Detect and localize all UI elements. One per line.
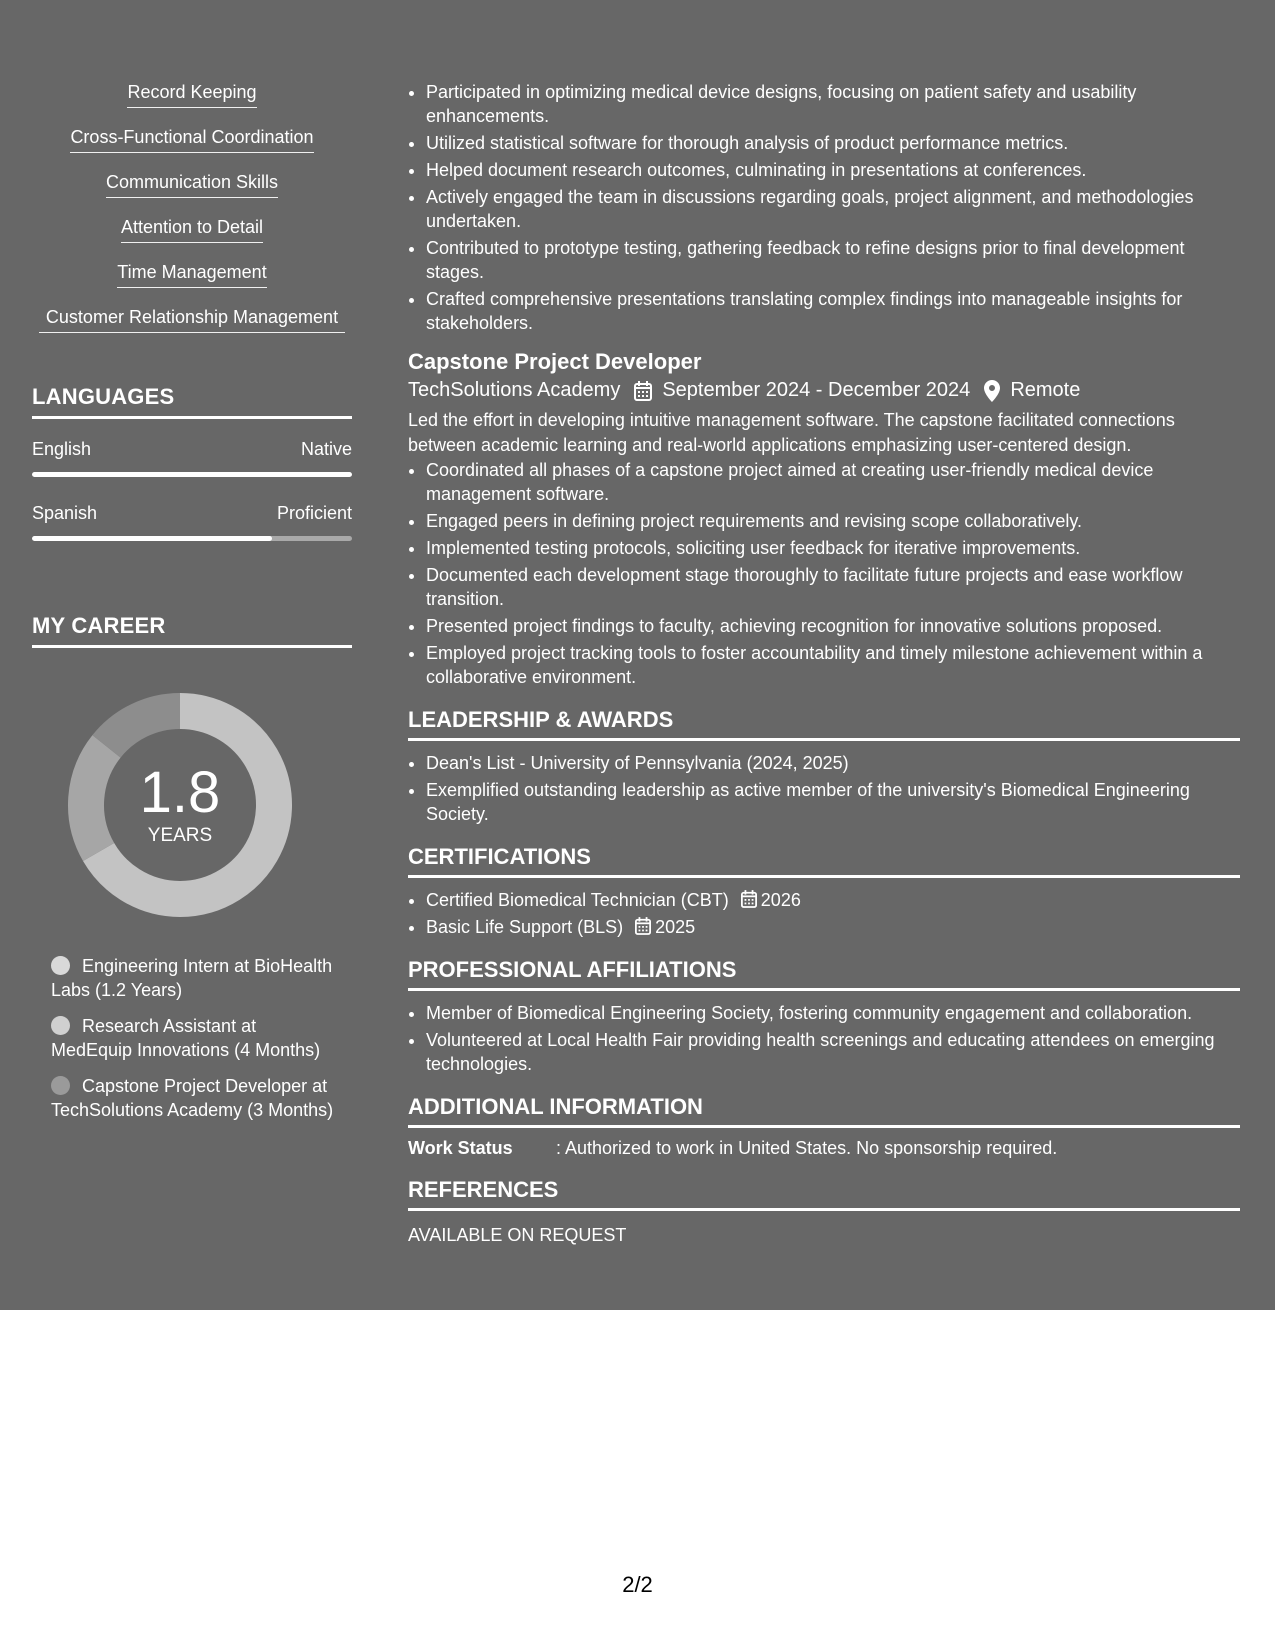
job-meta	[408, 379, 1240, 402]
work-status-label: Work Status	[408, 1138, 513, 1158]
work-status-value: : Authorized to work in United States. No sponsorship required.	[556, 1138, 1058, 1158]
career-title: MY CAREER	[32, 613, 352, 648]
calendar-icon	[741, 890, 757, 908]
skill-item: Attention to Detail	[121, 215, 263, 243]
bullet-item: • Dean's List - University of Pennsylvania (2024, 2025)	[426, 751, 1240, 775]
left-column	[32, 80, 352, 1134]
bullet-item: • Contributed to prototype testing, gathering feedback to refine designs prior to final development stages.	[426, 236, 1240, 284]
certifications-list	[408, 888, 1240, 939]
calendar-icon	[634, 381, 652, 401]
bullet-item: • Exemplified outstanding leadership as active member of the university's Biomedical Engineering Society.	[426, 778, 1240, 826]
job-location: Remote	[1010, 379, 1081, 401]
references-value: AVAILABLE ON REQUEST	[408, 1225, 627, 1245]
skill-item: Time Management	[117, 260, 266, 288]
career-legend-item: Capstone Project Developer at TechSolutions Academy (3 Months)	[51, 1076, 334, 1120]
language-bar-fill	[32, 536, 272, 541]
certification-item	[426, 888, 1240, 912]
affiliations-list	[408, 1001, 1240, 1076]
language-bar	[32, 472, 352, 477]
bullet-item: • Crafted comprehensive presentations translating complex findings into manageable insights for stakeholders.	[426, 287, 1240, 335]
location-pin-icon	[984, 380, 1000, 402]
career-legend	[51, 954, 341, 1122]
additional-title: ADDITIONAL INFORMATION	[408, 1094, 1240, 1128]
work-status-row	[408, 1138, 1240, 1159]
languages-title: LANGUAGES	[32, 384, 352, 419]
affiliations-title: PROFESSIONAL AFFILIATIONS	[408, 957, 1240, 991]
skills-list	[32, 80, 352, 350]
certification-item	[426, 915, 1240, 939]
legend-dot-icon	[51, 1016, 70, 1035]
leadership-title: LEADERSHIP & AWARDS	[408, 707, 1240, 741]
bullet-item: • Engaged peers in defining project requirements and revising scope collaboratively.	[426, 509, 1240, 533]
career-legend-item: Engineering Intern at BioHealth Labs (1.2 Years)	[51, 956, 333, 1000]
job-company: TechSolutions Academy	[408, 379, 621, 401]
legend-dot-icon	[51, 1076, 70, 1095]
language-level: Proficient	[276, 503, 352, 523]
certification-name: Certified Biomedical Technician (CBT)	[426, 890, 729, 910]
skill-item: Communication Skills	[106, 170, 278, 198]
leadership-list	[408, 751, 1240, 826]
page-number: 2/2	[622, 1572, 653, 1597]
bullet-item: • Actively engaged the team in discussions regarding goals, project alignment, and methodologies undertaken.	[426, 185, 1240, 233]
certifications-title: CERTIFICATIONS	[408, 844, 1240, 878]
skill-item: Customer Relationship Management	[39, 305, 345, 333]
bullet-item: • Presented project findings to faculty, achieving recognition for innovative solutions proposed.	[426, 614, 1240, 638]
job-title: Capstone Project Developer	[408, 349, 702, 374]
certification-year: 2025	[655, 917, 696, 937]
bullet-item: • Helped document research outcomes, culminating in presentations at conferences.	[426, 158, 1240, 182]
bullet-item: • Utilized statistical software for thorough analysis of product performance metrics.	[426, 131, 1240, 155]
bullet-item: • Coordinated all phases of a capstone project aimed at creating user-friendly medical device management software.	[426, 458, 1240, 506]
right-column	[408, 80, 1240, 1246]
calendar-icon	[635, 917, 651, 935]
certification-year: 2026	[760, 890, 801, 910]
skill-item: Cross-Functional Coordination	[70, 125, 313, 153]
language-spanish	[32, 503, 352, 541]
bullet-item: • Participated in optimizing medical device designs, focusing on patient safety and usability enhancements.	[426, 80, 1240, 128]
bullet-item: • Documented each development stage thoroughly to facilitate future projects and ease workflow transition.	[426, 563, 1240, 611]
job-bullets	[408, 458, 1240, 689]
career-legend-item: Research Assistant at MedEquip Innovations (4 Months)	[51, 1016, 321, 1060]
career-donut	[65, 690, 295, 920]
skill-item: Record Keeping	[127, 80, 256, 108]
job-dates: September 2024 - December 2024	[662, 379, 971, 401]
job-description: Led the effort in developing intuitive management software. The capstone facilitated connections between academic learning and real-world applications emphasizing user-centered design.	[408, 410, 1175, 455]
bullet-item: • Implemented testing protocols, soliciting user feedback for iterative improvements.	[426, 536, 1240, 560]
career-section	[32, 613, 352, 1122]
bullet-item: • Volunteered at Local Health Fair providing health screenings and educating attendees on emerging technologies.	[426, 1028, 1240, 1076]
languages-section	[32, 384, 352, 541]
certification-name: Basic Life Support (BLS)	[426, 917, 624, 937]
references-title: REFERENCES	[408, 1177, 1240, 1211]
language-level: Native	[300, 439, 352, 459]
language-name: Spanish	[32, 503, 98, 523]
language-bar-fill	[32, 472, 352, 477]
career-unit: YEARS	[147, 825, 213, 846]
bullet-item: • Member of Biomedical Engineering Society, fostering community engagement and collaboration.	[426, 1001, 1240, 1025]
language-bar	[32, 536, 352, 541]
language-english	[32, 439, 352, 477]
legend-dot-icon	[51, 956, 70, 975]
bullet-item: • Employed project tracking tools to foster accountability and timely milestone achievement within a collaborative environment.	[426, 641, 1240, 689]
career-total: 1.8	[139, 760, 221, 825]
previous-job-bullets	[408, 80, 1240, 335]
language-name: English	[32, 439, 92, 459]
